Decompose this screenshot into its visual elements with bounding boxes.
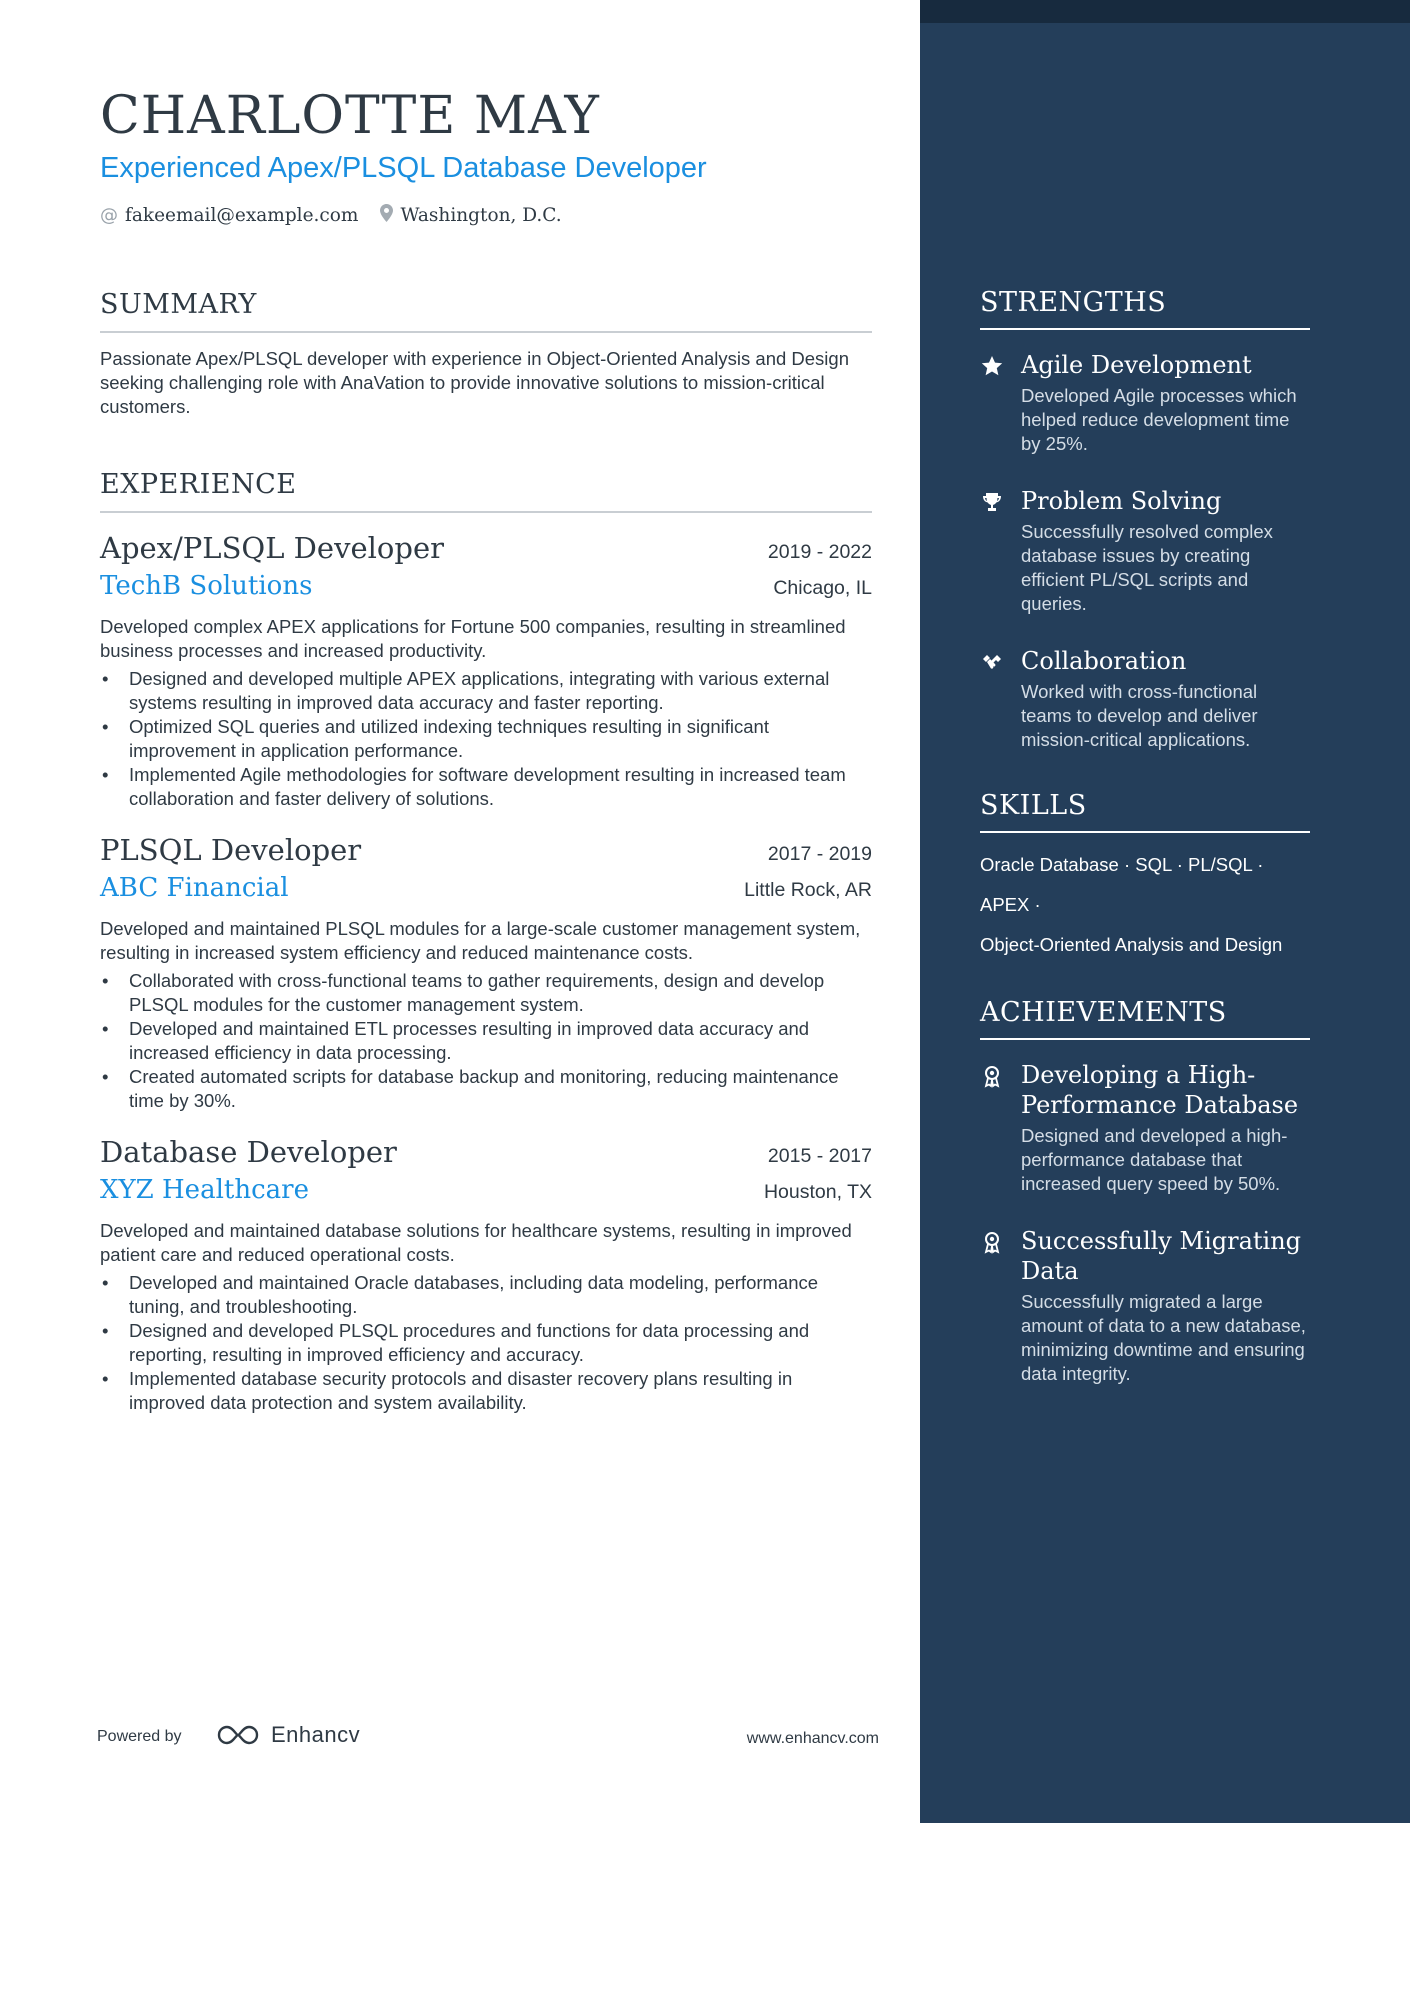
job-description: Developed and maintained PLSQL modules for a large-scale customer management system, resulting in increased system efficiency and reduced maintenance costs. xyxy=(100,918,861,963)
strengths-title: STRENGTHS xyxy=(980,287,1310,330)
strength-title: Agile Development xyxy=(1021,351,1252,379)
job-company: ABC Financial xyxy=(100,873,289,903)
strength-item xyxy=(980,486,1310,616)
star-icon xyxy=(980,354,1004,378)
job-dates: 2015 - 2017 xyxy=(767,1145,872,1167)
job-company: TechB Solutions xyxy=(100,571,313,601)
job-location: Houston, TX xyxy=(763,1181,872,1203)
achievement-description: Successfully migrated a large amount of data to a new database, minimizing downtime and ensuring data integrity. xyxy=(1021,1291,1306,1384)
job-company: XYZ Healthcare xyxy=(100,1175,309,1205)
achievements-section xyxy=(980,997,1310,1386)
job-location: Little Rock, AR xyxy=(744,879,872,901)
job-bullet: • Optimized SQL queries and utilized indexing techniques resulting in significant improvement in application performance. xyxy=(100,715,872,763)
achievement-title: Successfully Migrating Data xyxy=(1021,1227,1302,1285)
job-title: PLSQL Developer xyxy=(100,833,362,867)
experience-title: EXPERIENCE xyxy=(100,469,872,513)
award-ribbon-icon xyxy=(980,1230,1004,1254)
job-bullet: • Implemented Agile methodologies for software development resulting in increased team collaboration and faster delivery of solutions. xyxy=(100,763,872,811)
summary-title: SUMMARY xyxy=(100,289,872,333)
skills-section xyxy=(980,790,1310,957)
strength-description: Successfully resolved complex database issues by creating efficient PL/SQL scripts and queries. xyxy=(1021,521,1273,614)
achievement-title: Developing a High-Performance Database xyxy=(1021,1061,1299,1119)
enhancv-infinity-icon xyxy=(215,1723,261,1747)
job-bullet: • Implemented database security protocols and disaster recovery plans resulting in improved data protection and system availability. xyxy=(100,1367,872,1415)
enhancv-brand-text: Enhancv xyxy=(271,1722,361,1747)
job-title: Apex/PLSQL Developer xyxy=(100,531,444,565)
job-dates: 2017 - 2019 xyxy=(767,843,872,865)
job-description: Developed complex APEX applications for Fortune 500 companies, resulting in streamlined business processes and increased productivity. xyxy=(100,616,846,661)
job-bullet: • Created automated scripts for database backup and monitoring, reducing maintenance time by 30%. xyxy=(100,1065,872,1113)
handshake-icon xyxy=(980,650,1004,674)
skill-line: APEX · xyxy=(980,894,1041,915)
candidate-headline: Experienced Apex/PLSQL Database Developer xyxy=(100,152,707,184)
job-bullet-list xyxy=(100,1271,872,1415)
website-link[interactable]: www.enhancv.com xyxy=(746,1730,879,1747)
achievements-title: ACHIEVEMENTS xyxy=(980,997,1310,1040)
skills-title: SKILLS xyxy=(980,790,1310,833)
candidate-name: CHARLOTTE MAY xyxy=(100,86,600,146)
strength-item xyxy=(980,646,1310,752)
job-bullet-list xyxy=(100,667,872,811)
experience-section xyxy=(100,469,872,1415)
job-bullet: • Developed and maintained Oracle databases, including data modeling, performance tuning, and troubleshooting. xyxy=(100,1271,872,1319)
sidebar-content xyxy=(980,287,1310,1416)
job-bullet: • Designed and developed multiple APEX applications, integrating with various external systems resulting in improved data accuracy and faster reporting. xyxy=(100,667,872,715)
strength-description: Worked with cross-functional teams to develop and deliver mission-critical applications. xyxy=(1021,681,1258,750)
powered-by-label: Powered by xyxy=(97,1728,182,1745)
job-location: Chicago, IL xyxy=(773,577,872,599)
sidebar-top-bar xyxy=(920,0,1410,23)
job-title: Database Developer xyxy=(100,1135,397,1169)
achievement-item xyxy=(980,1060,1310,1196)
skill-line: Oracle Database · SQL · PL/SQL · xyxy=(980,854,1264,875)
summary-section xyxy=(100,289,872,419)
job-bullet-list xyxy=(100,969,872,1113)
strength-item xyxy=(980,350,1310,456)
award-ribbon-icon xyxy=(980,1064,1004,1088)
footer xyxy=(97,1722,879,1754)
strength-description: Developed Agile processes which helped reduce development time by 25%. xyxy=(1021,385,1297,454)
job-bullet: • Developed and maintained ETL processes resulting in improved data accuracy and increased efficiency in data processing. xyxy=(100,1017,872,1065)
job-dates: 2019 - 2022 xyxy=(767,541,872,563)
strength-title: Problem Solving xyxy=(1021,487,1222,515)
at-sign-icon: @ xyxy=(100,205,118,226)
job-entry xyxy=(100,831,872,1113)
job-description: Developed and maintained database solutions for healthcare systems, resulting in improved patient care and reduced operational costs. xyxy=(100,1220,852,1265)
skill-line: Object-Oriented Analysis and Design xyxy=(980,934,1283,955)
strengths-section xyxy=(980,287,1310,752)
strength-title: Collaboration xyxy=(1021,647,1187,675)
email-text[interactable]: fakeemail@example.com xyxy=(125,205,359,226)
main-column xyxy=(100,86,872,1415)
job-bullet: • Designed and developed PLSQL procedures and functions for data processing and reporting, resulting in improved efficiency and accuracy. xyxy=(100,1319,872,1367)
achievement-item xyxy=(980,1226,1310,1386)
job-bullet: • Collaborated with cross-functional teams to gather requirements, design and develop PLSQL modules for the customer management system. xyxy=(100,969,872,1017)
sidebar xyxy=(920,0,1410,1823)
contact-row xyxy=(100,204,872,227)
enhancv-logo[interactable] xyxy=(215,1722,360,1748)
location-text: Washington, D.C. xyxy=(400,205,562,226)
job-entry xyxy=(100,1133,872,1415)
trophy-icon xyxy=(980,490,1004,514)
job-entry xyxy=(100,529,872,811)
summary-text: Passionate Apex/PLSQL developer with experience in Object-Oriented Analysis and Design seeking challenging role with AnaVation to provide innovative solutions to mission-critical customers. xyxy=(100,348,849,417)
location-pin-icon xyxy=(380,204,393,227)
achievement-description: Designed and developed a high-performance database that increased query speed by 50%. xyxy=(1021,1125,1288,1194)
